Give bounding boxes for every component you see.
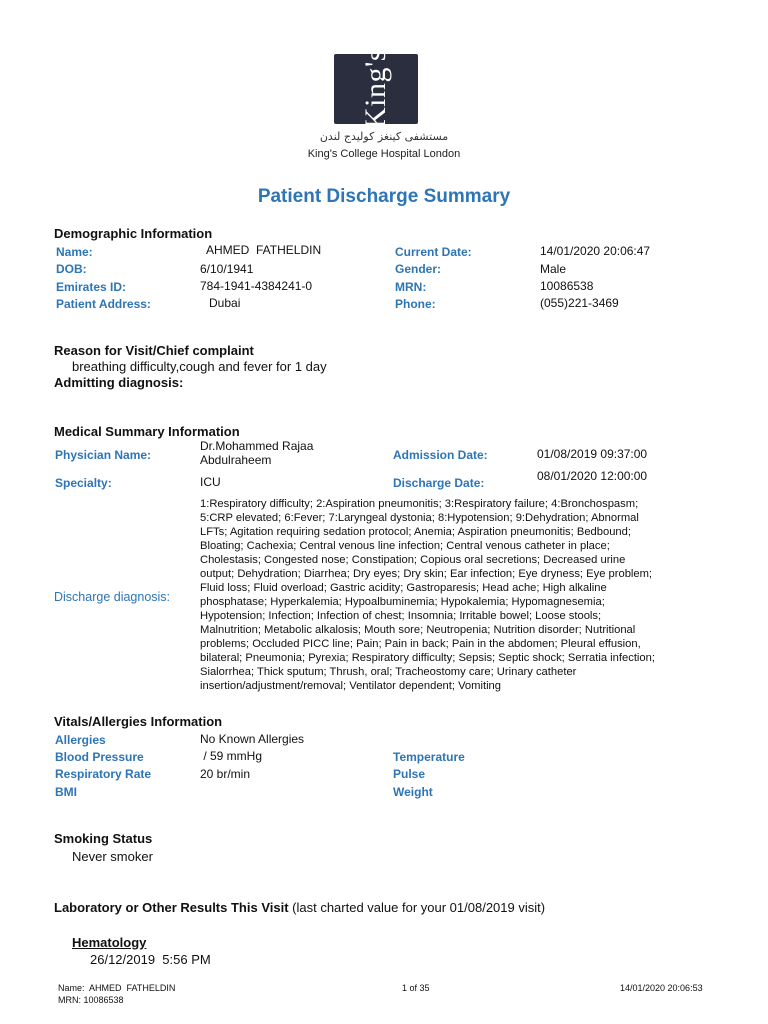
name-label: Name: [56,245,93,259]
chief-complaint: breathing difficulty,cough and fever for 1 day [72,359,327,374]
hematology-date: 26/12/2019 5:56 PM [90,952,211,967]
discharge-diagnosis-line: Malnutrition; Metabolic alkalosis; Mouth sore; Neutropenia; Nutrition disorder; Nutritional [200,624,636,636]
hospital-name: King's College Hospital London [307,148,461,160]
respiratory-rate-label: Respiratory Rate [55,767,152,781]
dob-label: DOB: [56,262,87,276]
patient-name: AHMED FATHELDIN [206,243,322,257]
phone-label: Phone: [395,297,436,311]
current-date-value: 14/01/2020 20:06:47 [540,244,651,258]
respiratory-rate-value: 20 br/min [200,767,251,781]
discharge-diagnosis-label: Discharge diagnosis: [54,590,171,604]
discharge-diagnosis-line: phosphatase; Hyperkalemia; Hypoalbuminemia; Hypokalemia; Hypomagnesemia; [200,596,605,608]
hospital-logo [334,48,418,130]
mrn-label: MRN: [395,280,427,294]
emirates-id-label: Emirates ID: [56,280,127,294]
discharge-diagnosis-line: 5:CRP elevated; 6:Fever; 7:Laryngeal dystonia; 8:Hypotension; 9:Dehydration; Abnormal [200,512,639,524]
discharge-diagnosis-line: Cholestasis; Congested nose; Constipation; Copious oral secretions; Decreased urine [200,554,626,566]
discharge-diagnosis-line: insertion/adjustment/removal; Ventilator dependent; Vomiting [200,680,501,692]
smoking-value: Never smoker [72,849,153,864]
physician-name-line-1: Dr.Mohammed Rajaa [200,439,314,453]
footer-mrn: MRN: 10086538 [58,995,124,1005]
footer-patient-name: Name: AHMED FATHELDIN [58,983,176,993]
blood-pressure-value: / 59 mmHg [200,749,263,763]
weight-label: Weight [393,785,433,799]
discharge-diagnosis-line: Sialorrhea; Thick sputum; Thrush, oral; Tracheostomy care; Urinary catheter [200,666,577,678]
footer-timestamp: 14/01/2020 20:06:53 [620,983,703,993]
lab-results-title: Laboratory or Other Results This Visit [54,900,289,915]
admission-date-value: 01/08/2019 09:37:00 [537,447,648,461]
temperature-label: Temperature [393,750,465,764]
discharge-diagnosis-line: Fluid loss; Fluid overload; Gastric acidity; Gastroparesis; Head ache; High alkaline [200,582,607,594]
footer-page-number: 1 of 35 [402,983,430,993]
demographic-heading: Demographic Information [54,226,213,241]
pulse-label: Pulse [393,767,426,781]
page-title: Patient Discharge Summary [257,186,511,207]
gender-value: Male [540,262,567,276]
address-value: Dubai [209,296,241,310]
allergies-value: No Known Allergies [200,732,305,746]
discharge-diagnosis-line: output; Dehydration; Diarrhea; Dry eyes; Dry skin; Ear infection; Eye dryness; Eye problem; [200,568,653,580]
discharge-diagnosis-line: bilateral; Pneumonia; Pyrexia; Respiratory difficulty; Sepsis; Septic shock; Serratia infection; [200,652,655,664]
gender-label: Gender: [395,262,442,276]
physician-name-line-2: Abdulraheem [200,453,272,467]
phone-value: (055)221-3469 [540,296,619,310]
medical-summary-heading: Medical Summary Information [54,424,240,439]
discharge-diagnosis-line: problems; Occluded PICC line; Pain; Pain in back; Pain in the abdomen; Pleural effusion, [200,638,641,650]
discharge-diagnosis-line: Bloating; Cachexia; Central venous line infection; Central venous catheter in place; [200,540,610,552]
hematology-heading: Hematology [72,935,147,950]
address-label: Patient Address: [56,297,151,311]
discharge-diagnosis-line: Hypotension; Infection; Infection of chest; Insomnia; Irritable bowel; Loose stools; [200,610,602,622]
blood-pressure-label: Blood Pressure [55,750,144,764]
admitting-diagnosis-label: Admitting diagnosis: [54,375,184,390]
discharge-date-label: Discharge Date: [393,476,485,490]
lab-results-note: (last charted value for your 01/08/2019 visit) [288,900,546,915]
dob-value: 6/10/1941 [200,262,254,276]
discharge-diagnosis-line: 1:Respiratory difficulty; 2:Aspiration pneumonitis; 3:Respiratory failure; 4:Bronchospasm; [200,498,639,510]
bmi-label: BMI [55,785,77,799]
admission-date-label: Admission Date: [393,448,488,462]
current-date-label: Current Date: [395,245,472,259]
logo-mark-text: King's [359,48,392,130]
vitals-heading: Vitals/Allergies Information [54,714,223,729]
specialty-label: Specialty: [55,476,112,490]
mrn-value: 10086538 [540,279,594,293]
physician-label: Physician Name: [55,448,152,462]
smoking-heading: Smoking Status [54,831,153,846]
allergies-label: Allergies [55,733,106,747]
reason-heading: Reason for Visit/Chief complaint [54,343,254,358]
physician-name [200,439,313,467]
discharge-date-value: 08/01/2020 12:00:00 [537,469,648,483]
discharge-diagnosis-list [200,497,736,693]
emirates-id-value: 784-1941-4384241-0 [200,279,313,293]
lab-results-heading [54,900,545,915]
discharge-diagnosis-line: LFTs; Agitation requiring sedation protocol; Anemia; Aspiration pneumonitis; Bedbound; [200,526,631,538]
hospital-name-arabic: مستشفى كينغز كوليدج لندن [319,130,449,143]
specialty-value: ICU [200,475,221,489]
